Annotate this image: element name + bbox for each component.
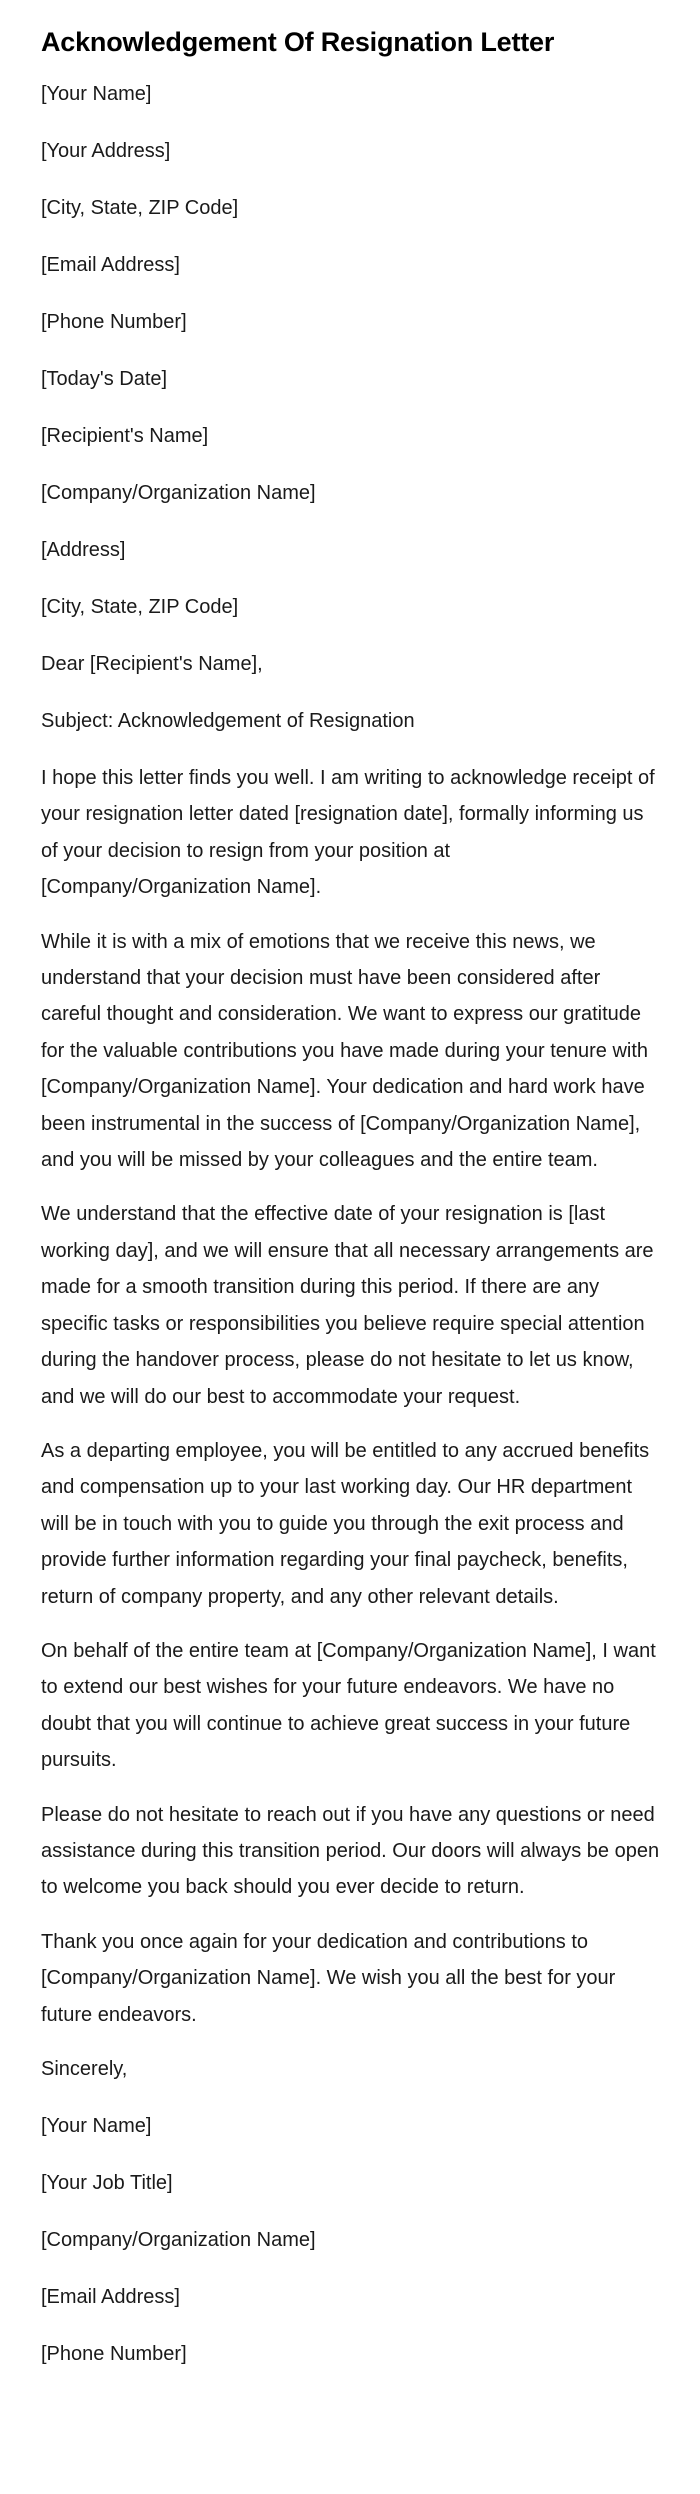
letter-date: [Today's Date] [41, 368, 168, 390]
sender-block [41, 76, 663, 398]
letter-body [41, 760, 663, 2033]
recipient-address: [Address] [41, 539, 126, 561]
signature-block [41, 2108, 663, 2373]
body-paragraph: While it is with a mix of emotions that we receive this news, we understand that your decision must have been considered after careful thought and consideration. We want to express our gratitude for the valuable contributions you have made during your tenure with [Company/Organization Name]. Your dedication and hard work have been instrumental in the success of [Company/Organization Name], and you will be missed by your colleagues and the entire team. [41, 930, 649, 1172]
body-paragraph: We understand that the effective date of your resignation is [last working day], and we will ensure that all necessary arrangements are made for a smooth transition during this period. If there are any specific tasks or responsibilities you believe require special attention during the handover process, please do not hesitate to let us know, and we will do our best to accommodate your request. [41, 1203, 654, 1408]
body-paragraph: Thank you once again for your dedication and contributions to [Company/Organization Name]. We wish you all the best for your future endeavors. [41, 1930, 616, 2026]
salutation: Dear [Recipient's Name], [41, 653, 263, 675]
signature-job-title: [Your Job Title] [41, 2172, 173, 2194]
recipient-name: [Recipient's Name] [41, 425, 209, 447]
body-paragraph: On behalf of the entire team at [Company/Organization Name], I want to extend our best wishes for your future endeavors. We have no doubt that you will continue to achieve great success in your future pursuits. [41, 1639, 656, 1772]
letter-document [41, 22, 663, 2393]
sender-address: [Your Address] [41, 140, 171, 162]
sender-phone: [Phone Number] [41, 311, 187, 333]
recipient-city-state-zip: [City, State, ZIP Code] [41, 596, 239, 618]
sender-city-state-zip: [City, State, ZIP Code] [41, 197, 239, 219]
recipient-block [41, 418, 663, 626]
signature-phone: [Phone Number] [41, 2343, 187, 2365]
body-paragraph: I hope this letter finds you well. I am writing to acknowledge receipt of your resignation letter dated [resignation date], formally informing us of your decision to resign from your position at [Company/Organization Name]. [41, 767, 655, 899]
body-paragraph: As a departing employee, you will be entitled to any accrued benefits and compensation up to your last working day. Our HR department will be in touch with you to guide you through the exit process and provide further information regarding your final paycheck, benefits, return of company property, and any other relevant details. [41, 1439, 650, 1608]
subject-line: Subject: Acknowledgement of Resignation [41, 710, 415, 732]
sender-email: [Email Address] [41, 254, 180, 276]
page-title: Acknowledgement Of Resignation Letter [41, 27, 555, 57]
body-paragraph: Please do not hesitate to reach out if you have any questions or need assistance during this transition period. Our doors will always be open to welcome you back should you ever decide to return. [41, 1803, 660, 1899]
signature-email: [Email Address] [41, 2286, 180, 2308]
closing: Sincerely, [41, 2058, 128, 2080]
signature-company: [Company/Organization Name] [41, 2229, 316, 2251]
sender-name: [Your Name] [41, 83, 152, 105]
signature-name: [Your Name] [41, 2115, 152, 2137]
recipient-company: [Company/Organization Name] [41, 482, 316, 504]
